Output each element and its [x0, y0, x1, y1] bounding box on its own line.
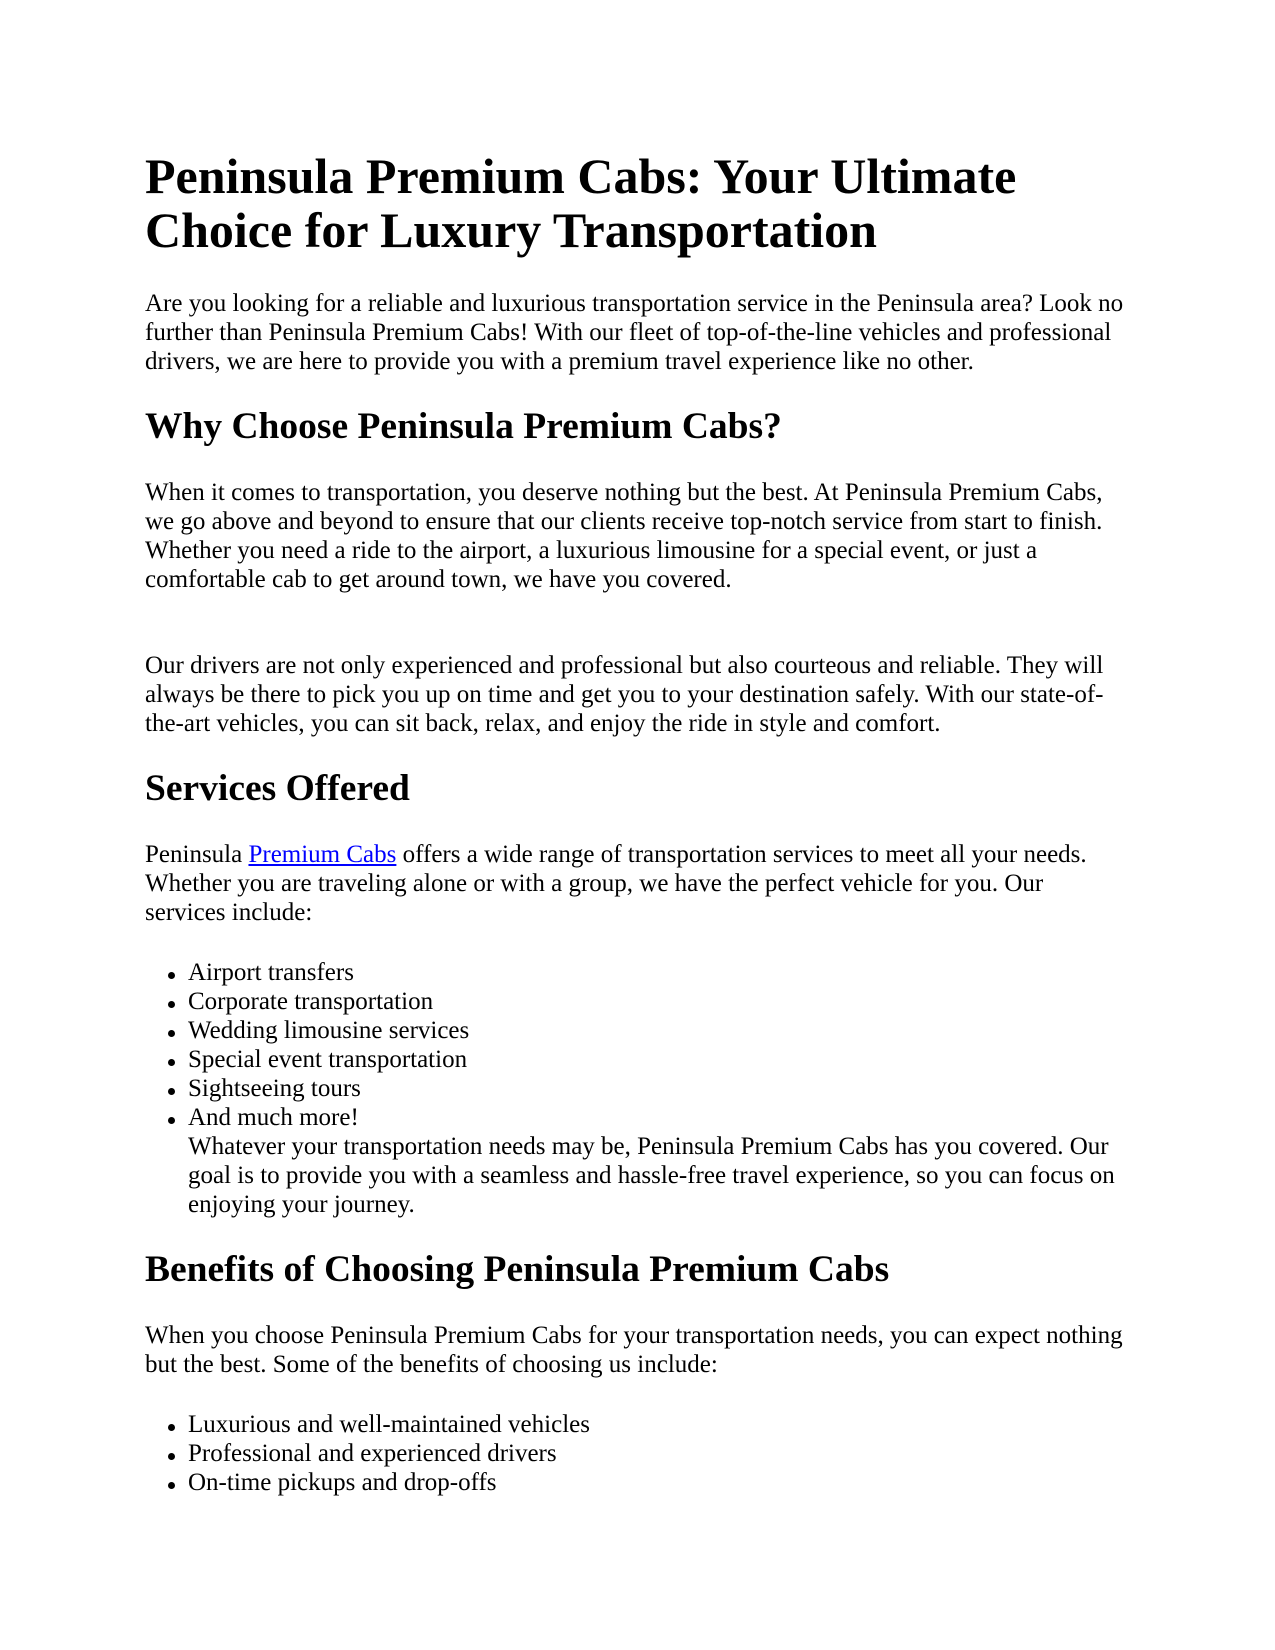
service-item-wedding-limousine: Wedding limousine services	[188, 1016, 1130, 1045]
service-item-much-more	[188, 1103, 1130, 1219]
section-heading-why-choose: Why Choose Peninsula Premium Cabs?	[145, 406, 782, 447]
section-heading-benefits: Benefits of Choosing Peninsula Premium Cabs	[145, 1249, 890, 1290]
service-item-corporate-transportation: Corporate transportation	[188, 987, 1130, 1016]
why-choose-paragraph-1: When it comes to transportation, you deserve nothing but the best. At Peninsula Premium Cabs, we go above and beyond to ensure that our clients receive top-notch service from start to finish. Whether you need a ride to the airport, a luxurious limousine for a special event, or just a comfortable cab to get around town, we have you covered.	[145, 479, 1103, 593]
service-item-much-more-label: And much more!	[188, 1104, 359, 1131]
benefit-item-professional-drivers: Professional and experienced drivers	[188, 1439, 1130, 1468]
services-intro-after-link: offers a wide range of transportation services to meet all your needs. Whether you are traveling alone or with a group, we have the perfect vehicle for you. Our services include:	[145, 841, 1087, 926]
section-heading-services: Services Offered	[145, 768, 410, 809]
benefits-intro-paragraph: When you choose Peninsula Premium Cabs for your transportation needs, you can expect nothing but the best. Some of the benefits of choosing us include:	[145, 1322, 1123, 1378]
intro-paragraph: Are you looking for a reliable and luxurious transportation service in the Peninsula area? Look no further than Peninsula Premium Cabs! With our fleet of top-of-the-line vehicles and professional drivers, we are here to provide you with a premium travel experience like no other.	[145, 290, 1124, 375]
benefit-item-luxurious-vehicles: Luxurious and well-maintained vehicles	[188, 1410, 1130, 1439]
services-closing-note: Whatever your transportation needs may be, Peninsula Premium Cabs has you covered. Our goal is to provide you with a seamless and hassle-free travel experience, so you can focus on enjoying your journey.	[188, 1133, 1115, 1218]
services-intro-before-link: Peninsula	[145, 841, 249, 868]
service-item-airport-transfers: Airport transfers	[188, 958, 1130, 987]
benefit-item-on-time-pickups: On-time pickups and drop-offs	[188, 1468, 1130, 1497]
document-title: Peninsula Premium Cabs: Your Ultimate Choice for Luxury Transportation	[145, 148, 1017, 258]
premium-cabs-link[interactable]: Premium Cabs	[248, 841, 397, 868]
services-intro-paragraph	[145, 840, 1130, 927]
services-list	[145, 958, 1130, 1219]
benefits-list	[145, 1410, 1130, 1497]
why-choose-paragraph-2: Our drivers are not only experienced and professional but also courteous and reliable. They will always be there to pick you up on time and get you to your destination safely. With our state-of-the-art vehicles, you can sit back, relax, and enjoy the ride in style and comfort.	[145, 652, 1104, 737]
service-item-special-event: Special event transportation	[188, 1045, 1130, 1074]
service-item-sightseeing-tours: Sightseeing tours	[188, 1074, 1130, 1103]
